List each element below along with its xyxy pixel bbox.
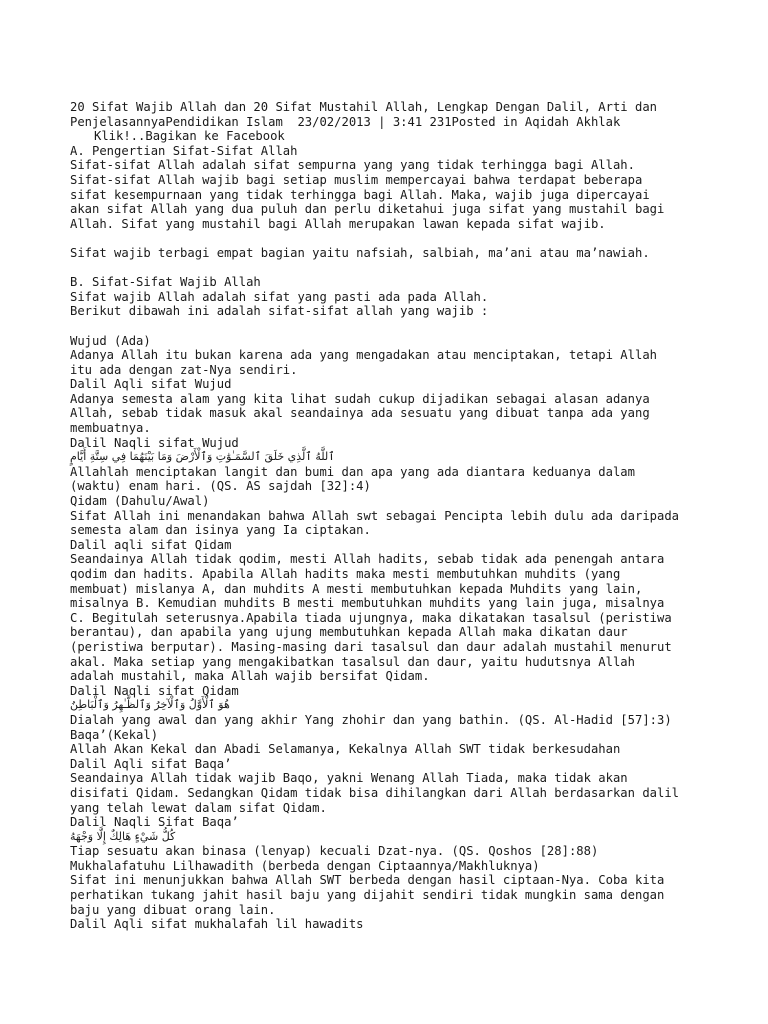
body-text-line: Allah Akan Kekal dan Abadi Selamanya, Kekalnya Allah SWT tidak berkesudahan [70,742,621,757]
body-text-line: akan sifat Allah yang dua puluh dan perlu diketahui juga sifat yang mustahil bagi [70,202,665,217]
document-body [70,144,750,932]
body-text-line: Dalil Aqli sifat Wujud [70,377,232,392]
body-text-line: Dialah yang awal dan yang akhir Yang zhohir dan yang bathin. (QS. Al-Hadid [57]:3) [70,712,672,727]
body-text-line: Dalil Naqli Sifat Baqa’ [70,815,239,830]
body-text-line: Adanya semesta alam yang kita lihat sudah cukup dijadikan sebagai alasan adanya [70,391,650,406]
body-text-line: Allahlah menciptakan langit dan bumi dan apa yang ada diantara keduanya dalam [70,464,635,479]
body-text-line: Dalil Aqli sifat Baqa’ [70,756,232,771]
body-text-line: Sifat Allah ini menandakan bahwa Allah swt sebagai Pencipta lebih dulu ada daripada [70,508,680,523]
body-text-line: Dalil Aqli sifat mukhalafah lil hawadits [70,917,364,932]
body-text-line: Sifat-sifat Allah wajib bagi setiap muslim mempercayai bahwa terdapat beberapa [70,172,643,187]
body-text-line: (waktu) enam hari. (QS. AS sajdah [32]:4) [70,479,371,494]
body-text-line: Dalil Naqli sifat Wujud [70,435,239,450]
body-text-line: Sifat wajib terbagi empat bagian yaitu nafsiah, salbiah, ma’ani atau ma’nawiah. [70,245,650,260]
body-text-line: membuatnya. [70,421,151,436]
body-text-line: Dalil aqli sifat Qidam [70,537,232,552]
body-text-line: Sifat-sifat Allah adalah sifat sempurna yang yang tidak terhingga bagi Allah. [70,158,635,173]
document-title-line-1: 20 Sifat Wajib Allah dan 20 Sifat Mustahil Allah, Lengkap Dengan Dalil, Arti dan [70,100,657,114]
body-text-line: C. Begitulah seterusnya.Apabila tiada ujungnya, maka dikatakan tasalsul (peristiwa [70,610,672,625]
arabic-verse: هُوَ ٱلْأَوَّلُ وَٱلْآخِرُ وَٱلظَّـٰهِرُ وَٱلْبَاطِنُ [70,698,230,712]
body-text-line: qodim dan hadits. Apabila Allah hadits maka mesti membutuhkan muhdits (yang [70,567,621,581]
arabic-verse: كُلُّ شَيْءٍ هَالِكٌ إِلَّا وَجْهَهُ [70,829,176,843]
body-text-line: yang telah lewat dalam sifat Qidam. [70,800,327,815]
body-text-line: (peristiwa berputar). Masing-masing dari tasalsul dan daur adalah mustahil menurut [70,639,672,654]
body-text-line: Baqa’(Kekal) [70,727,159,742]
body-text-line: B. Sifat-Sifat Wajib Allah [70,275,261,290]
body-text-line: itu ada dengan zat-Nya sendiri. [70,362,298,377]
body-text-line: berantau), dan apabila yang ujung membutuhkan kepada Allah maka dikatan daur [70,625,628,640]
document-page [70,100,750,932]
body-text-line: adalah mustahil, maka Allah wajib bersifat Qidam. [70,669,430,684]
blank-line [70,319,750,334]
document-title-line-2: PenjelasannyaPendidikan Islam 23/02/2013 | 3:41 231Posted in Aqidah Akhlak [70,114,621,129]
body-text-line: Allah. Sifat yang mustahil bagi Allah merupakan lawan kepada sifat wajib. [70,216,606,231]
body-text-line: Allah, sebab tidak masuk akal seandainya ada sesuatu yang dibuat tanpa ada yang [70,406,650,421]
body-text-line: Mukhalafatuhu Lilhawadith (berbeda dengan Ciptaannya/Makhluknya) [70,858,540,873]
body-text-line: perhatikan tukang jahit hasil baju yang dijahit sendiri tidak mungkin sama dengan [70,888,665,903]
body-text-line: Wujud (Ada) [70,333,151,348]
arabic-verse: ٱللَّهُ ٱلَّذِي خَلَقَ ٱلسَّمَـٰوَٰتِ وَٱلْأَرْضَ وَمَا بَيْنَهُمَا فِي سِتَّةِ أَيَّامٍ [70,450,335,464]
body-text-line: Adanya Allah itu bukan karena ada yang mengadakan atau menciptakan, tetapi Allah [70,348,657,363]
body-text-line: sifat kesempurnaan yang tidak terhingga bagi Allah. Maka, wajib juga dipercayai [70,187,650,202]
body-text-line: Dalil Naqli sifat Qidam [70,683,239,698]
body-text-line: Seandainya Allah tidak wajib Baqo, yakni Wenang Allah Tiada, maka tidak akan [70,771,628,786]
blank-line [70,231,750,246]
body-text-line: Seandainya Allah tidak qodim, mesti Allah hadits, sebab tidak ada penengah antara [70,552,665,567]
body-text-line: A. Pengertian Sifat-Sifat Allah [70,143,298,158]
body-text-line: disifati Qidam. Sedangkan Qidam tidak bisa dihilangkan dari Allah berdasarkan dalil [70,785,680,800]
body-text-line: Sifat wajib Allah adalah sifat yang pasti ada pada Allah. [70,289,489,304]
body-text-line: misalnya B. Kemudian muhdits B mesti membutuhkan muhdits yang lain juga, misalnya [70,596,665,611]
body-text-line: Berikut dibawah ini adalah sifat-sifat allah yang wajib : [70,304,489,319]
blank-line [70,261,750,276]
body-text-line: semesta alam dan isinya yang Ia ciptakan. [70,523,371,538]
body-text-line: Sifat ini menunjukkan bahwa Allah SWT berbeda dengan hasil ciptaan-Nya. Coba kita [70,873,665,888]
share-facebook-link[interactable]: Klik!..Bagikan ke Facebook [94,129,285,144]
body-text-line: akal. Maka setiap yang mengakibatkan tasalsul dan daur, yaitu hudutsnya Allah [70,654,635,669]
body-text-line: Tiap sesuatu akan binasa (lenyap) kecuali Dzat-nya. (QS. Qoshos [28]:88) [70,844,599,859]
body-text-line: baju yang dibuat orang lain. [70,902,276,917]
body-text-line: membuat) mislanya A, dan muhdits A mesti membutuhkan kepada Muhdits yang lain, [70,581,643,596]
body-text-line: Qidam (Dahulu/Awal) [70,494,210,509]
